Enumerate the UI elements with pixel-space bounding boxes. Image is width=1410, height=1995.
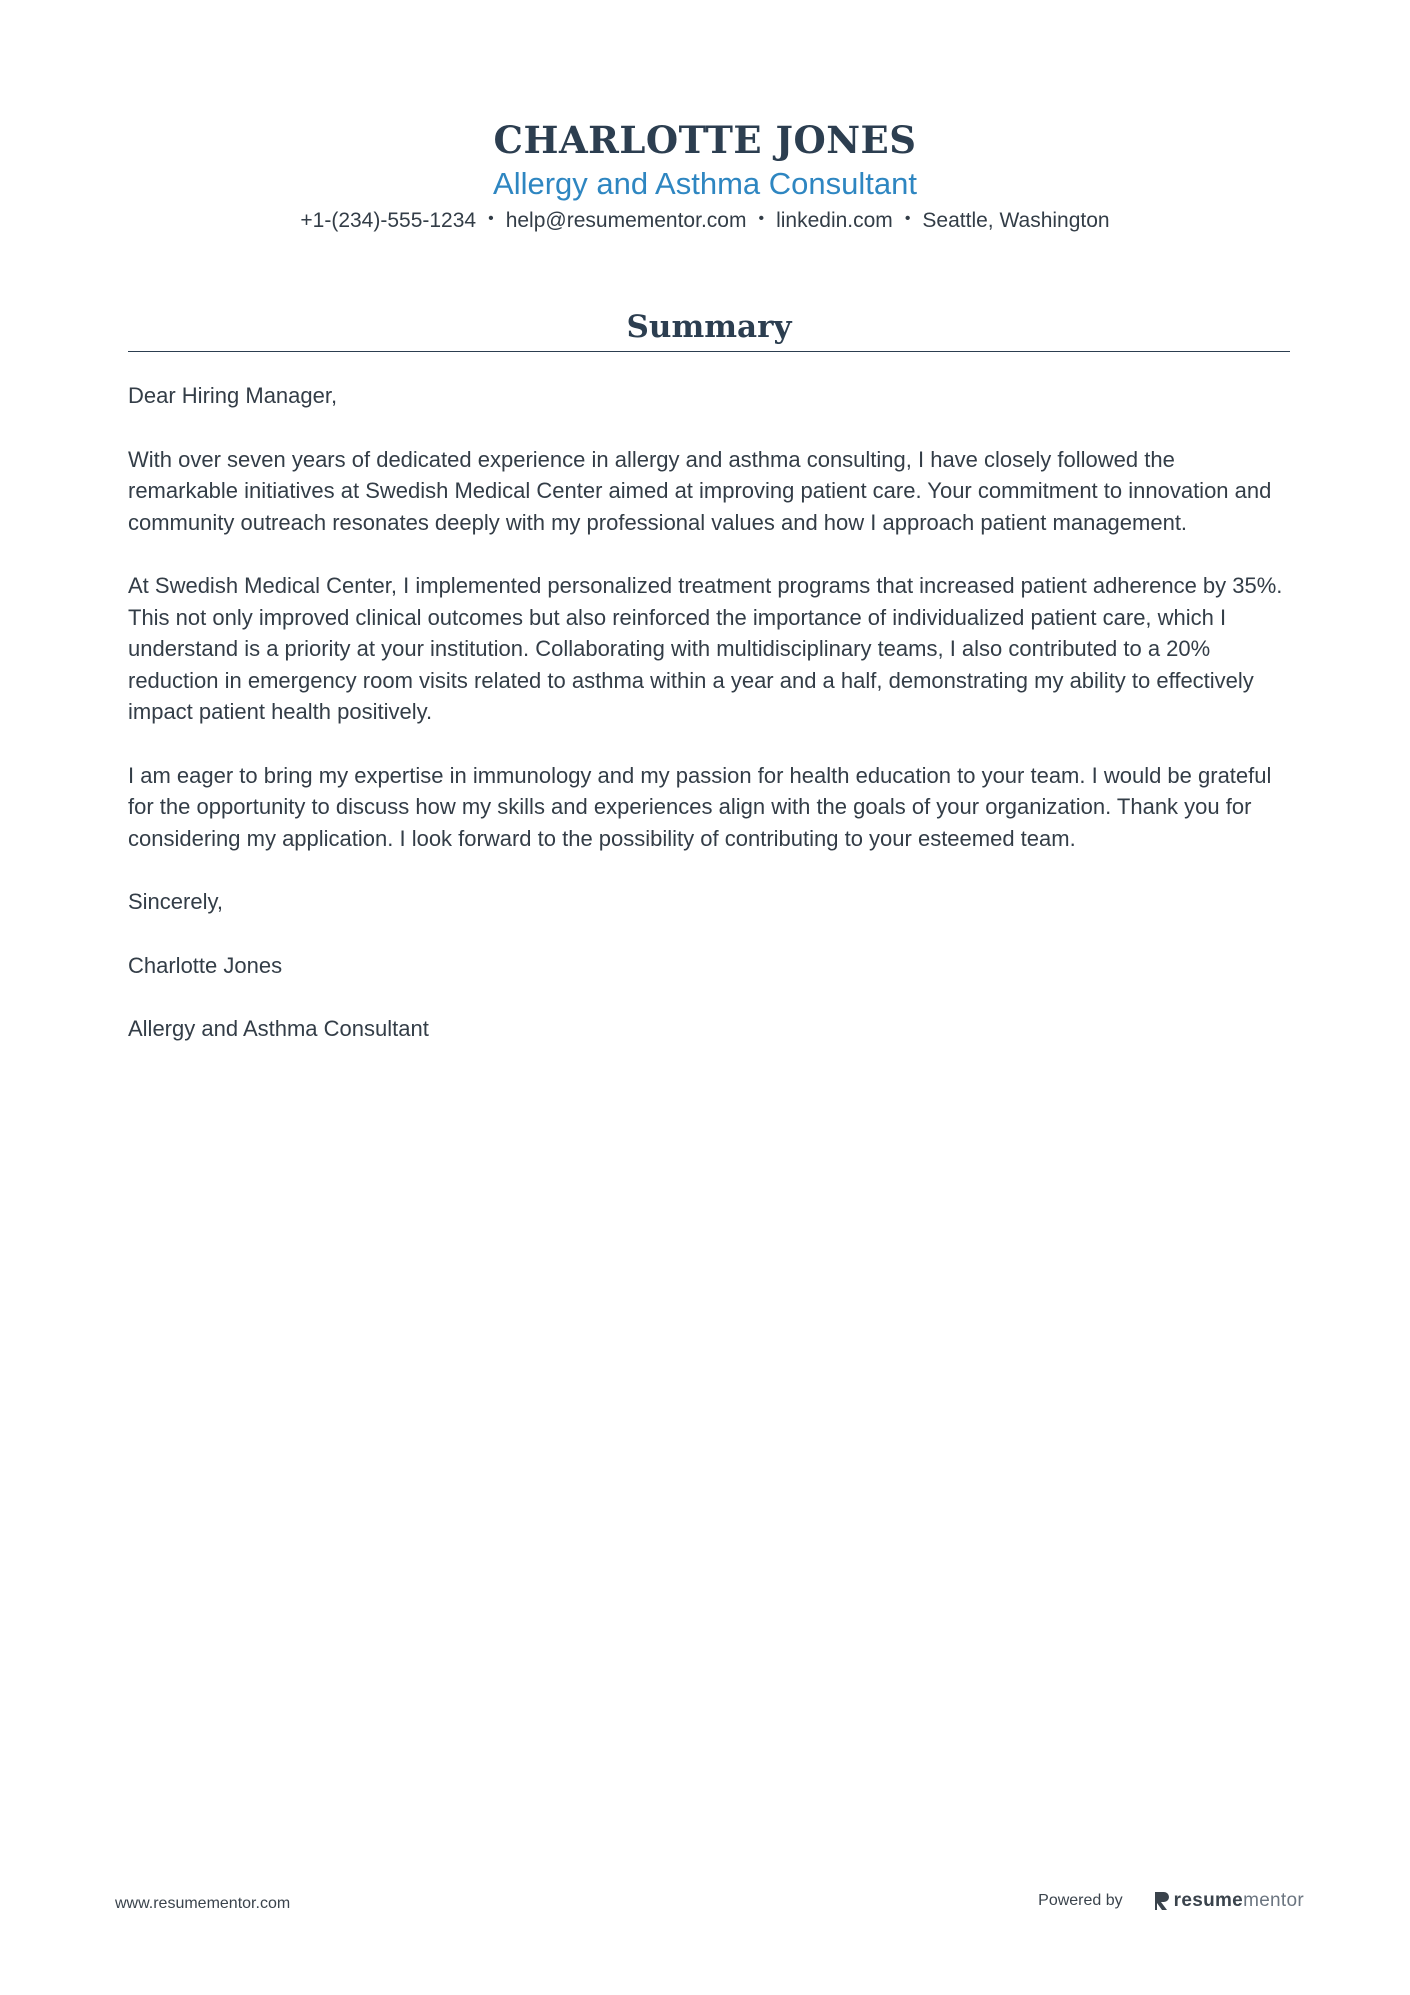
- letter-paragraph: I am eager to bring my expertise in immunology and my passion for health education to your team. I would be grateful for the opportunity to discuss how my skills and experiences align with the goals of your organization. Thank you for considering my application. I look forward to the possibility of contributing to your esteemed team.: [128, 762, 1272, 851]
- letter-closing: Sincerely,: [128, 889, 223, 914]
- section-divider: [128, 351, 1290, 352]
- candidate-job-title: Allergy and Asthma Consultant: [493, 166, 917, 201]
- candidate-name: CHARLOTTE JONES: [493, 118, 917, 162]
- brand-name-part1: resume: [1173, 1890, 1244, 1911]
- summary-section: [128, 305, 1290, 1077]
- section-title: Summary: [626, 309, 792, 345]
- cover-letter-body: [128, 380, 1290, 1045]
- footer-branding: [1038, 1890, 1304, 1912]
- letter-greeting: Dear Hiring Manager,: [128, 383, 338, 408]
- signature-name: Charlotte Jones: [128, 952, 283, 978]
- contact-separator: •: [904, 210, 911, 228]
- resume-header: [0, 116, 1410, 236]
- letter-paragraph: At Swedish Medical Center, I implemented personalized treatment programs that increased patient adherence by 35%. This not only improved clinical outcomes but also reinforced the importance of individualized patient care, which I understand is a priority at your institution. Collaborating with multidisciplinary teams, I also contributed to a 20% reduction in emergency room visits related to asthma within a year and a half, demonstrating my ability to effectively impact patient health positively.: [128, 573, 1283, 724]
- contact-phone: +1-(234)-555-1234: [300, 209, 477, 232]
- contact-separator: •: [758, 210, 765, 228]
- contact-linkedin[interactable]: linkedin.com: [776, 209, 893, 232]
- signature-title: Allergy and Asthma Consultant: [128, 1016, 429, 1041]
- letter-paragraph: With over seven years of dedicated experience in allergy and asthma consulting, I have closely followed the remarkable initiatives at Swedish Medical Center aimed at improving patient care. Your commitment to innovation and community outreach resonates deeply with my professional values and how I approach patient management.: [128, 446, 1272, 535]
- contact-line: [0, 206, 1410, 236]
- contact-location: Seattle, Washington: [922, 209, 1110, 232]
- brand-logo[interactable]: [1153, 1890, 1304, 1912]
- contact-separator: •: [488, 210, 494, 228]
- resumementor-logo-icon: [1153, 1891, 1170, 1911]
- contact-email[interactable]: help@resumementor.com: [505, 209, 747, 232]
- brand-name-part2: mentor: [1243, 1890, 1304, 1911]
- footer-website[interactable]: www.resumementor.com: [115, 1895, 291, 1912]
- powered-by-label: Powered by: [1038, 1892, 1123, 1909]
